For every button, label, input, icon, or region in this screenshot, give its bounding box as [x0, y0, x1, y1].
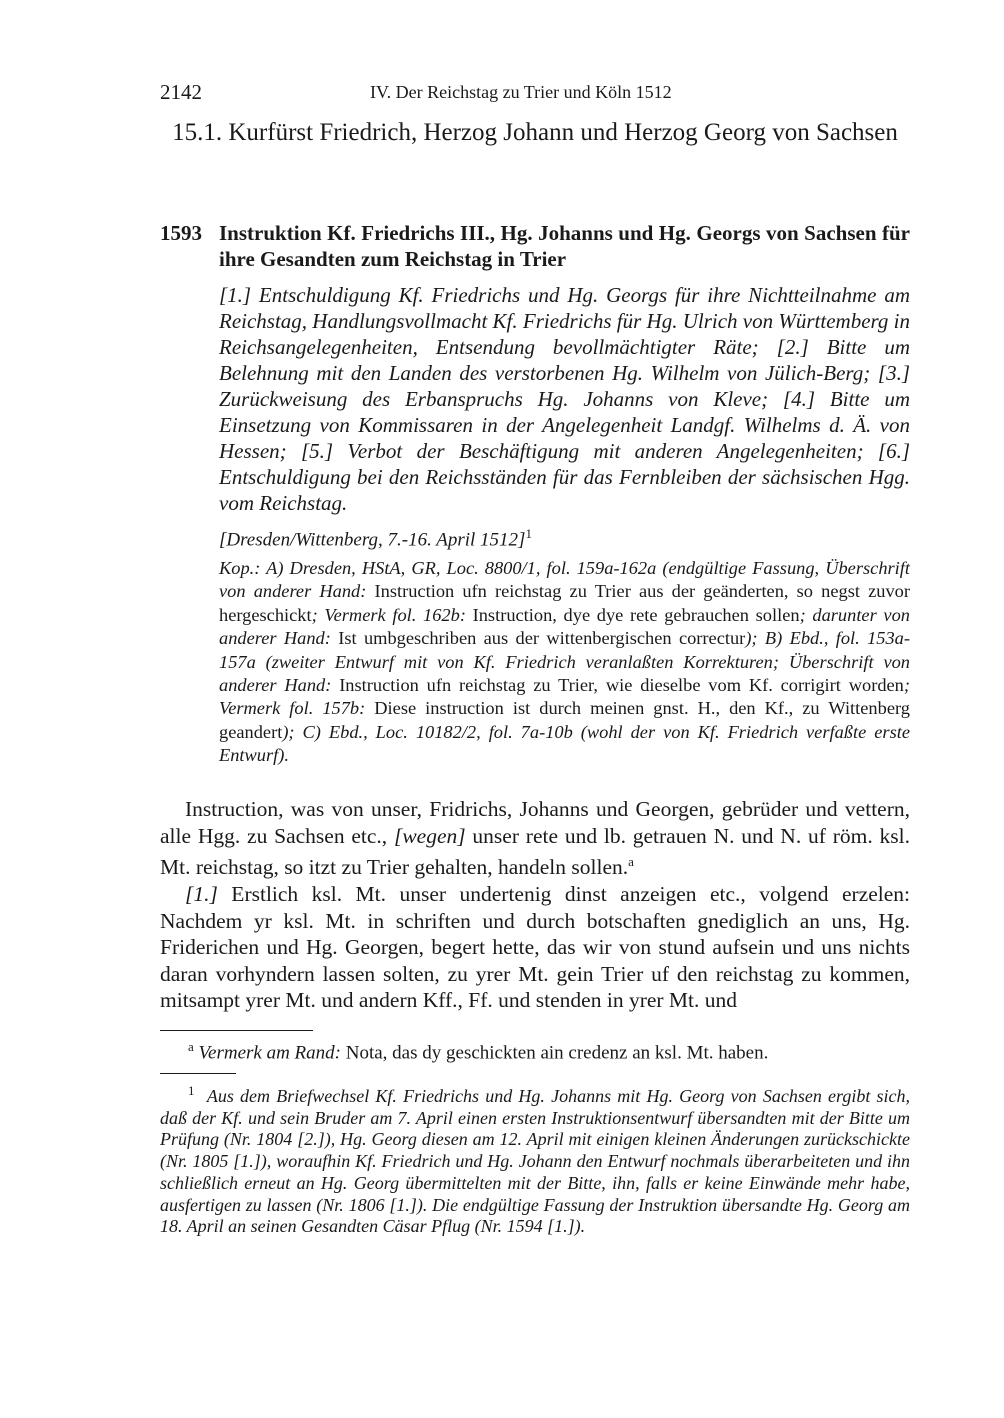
paragraph-text: unser rete und lb. getrauen N. und N. uf röm. ksl. Mt. reichstag, so itzt zu Trier gehalten, handeln sollen.: [160, 823, 910, 880]
footnote-reference-a: a: [628, 854, 634, 870]
paragraph-text: Erstlich ksl. Mt. unser undertenig dinst anzeigen etc., volgend erzelen: Nachdem yr ksl. Mt. in schriften und durch botschaften gnediglich an uns, Hg. Friderichen und Hg. Georgen, begert hette, das wir von stund aufsein und uns nichts daran vorhyndern lassen solten, zu yrer Mt. gein Trier uf den reichstag zu kommen, mitsampt yrer Mt. und andern Kff., Ff. und stenden in yrer Mt. und: [160, 881, 910, 1013]
footnote-divider: [160, 1030, 313, 1031]
source-segment: Instruction ufn reichstag zu Trier aus der geänderten, so negst zuvor hergeschickt: [219, 581, 910, 625]
document-abstract: [1.] Entschuldigung Kf. Friedrichs und Hg. Georgs für ihre Nichtteilnahme am Reichstag, Handlungsvollmacht Kf. Friedrichs für Hg. Ulrich von Württemberg in Reichsangelegenheiten, Entsendung bevollmächtigter Räte; [2.] Bitte um Belehnung mit den Landen des verstorbenen Hg. Wilhelm von Jülich-Berg; [3.] Zurückweisung des Erbanspruchs Hg. Johanns von Kleve; [4.] Bitte um Einsetzung von Kommissaren in der Angelegenheit Landgf. Wilhelms d. Ä. von Hessen; [5.] Verbot der Beschäftigung mit anderen Angelegenheiten; [6.] Entschuldigung bei den Reichsständen für das Fernbleiben der sächsischen Hgg. vom Reichstag.: [219, 283, 910, 515]
document-dating: [219, 522, 910, 552]
footnote-text: Nota, das dy geschickten ain credenz an ksl. Mt. haben.: [341, 1042, 769, 1064]
page-number: 2142: [160, 80, 202, 104]
source-notes: [219, 557, 910, 768]
source-segment: Ist umbgeschriben aus der wittenbergischen correctur: [338, 628, 746, 649]
paragraph-intro: [160, 796, 910, 881]
source-segment: ; Vermerk fol. 162b:: [311, 604, 473, 625]
source-segment: Diese instruction ist durch meinen gnst. H., den Kf., zu Wittenberg geandert: [219, 698, 910, 742]
dating-text: [Dresden/Wittenberg, 7.-16. April 1512]: [219, 529, 526, 551]
paragraph-1: [160, 881, 910, 1014]
footnote-text: Aus dem Briefwechsel Kf. Friedrichs und Hg. Johanns mit Hg. Georg von Sachsen ergibt sich, daß der Kf. und sein Bruder am 7. April einen ersten Instruktionsentwurf übersandten mit der Bitte um Prüfung (Nr. 1804 [2.]), Hg. Georg diesen am 12. April mit einigen kleinen Änderungen zurückschickte (Nr. 1805 [1.]), woraufhin Kf. Friedrich und Hg. Johann den Entwurf nochmals überarbeiteten und ihn schließlich erneut an Hg. Georg übermittelten mit der Bitte, ihn, falls er keine Einwände mehr habe, ausfertigen zu lassen (Nr. 1806 [1.]). Die endgültige Fassung der Instruktion übersandte Hg. Georg am 18. April an seinen Gesandten Cäsar Pflug (Nr. 1594 [1.]).: [160, 1086, 911, 1237]
footnote-a: [188, 1035, 910, 1065]
footnote-marker: a: [188, 1039, 194, 1054]
source-segment: ); C) Ebd., Loc. 10182/2, fol. 7a-10b (wohl der von Kf. Friedrich verfaßte erste Entwurf).: [219, 721, 910, 766]
section-title: 15.1. Kurfürst Friedrich, Herzog Johann und Herzog Georg von Sachsen: [172, 119, 898, 146]
footnote-marker: 1: [188, 1083, 195, 1098]
source-segment: ); B) Ebd., fol. 153a-157a (zweiter Entwurf mit von Kf. Friedrich veranlaßten Korrekturen; Überschrift von anderer Hand:: [219, 628, 911, 696]
footnote-label: Vermerk am Rand:: [198, 1042, 341, 1064]
document-heading: [160, 220, 910, 272]
footnote-paragraph: [160, 1080, 910, 1238]
paragraph-marker: [1.]: [185, 881, 218, 906]
source-segment: Instruction, dye dye rete gebrauchen sollen: [472, 604, 800, 625]
source-segment: Instruction ufn reichstag zu Trier, wie dieselbe vom Kf. corrigirt worden: [339, 675, 904, 696]
document-number: 1593: [160, 221, 202, 245]
footnote-divider: [160, 1073, 236, 1074]
source-segment: Kop.: A) Dresden, HStA, GR, Loc. 8800/1, fol. 159a-162a (endgültige Fassung, Überschrift von anderer Hand:: [219, 558, 910, 602]
page-header: [160, 80, 910, 108]
source-segment: ; Vermerk fol. 157b:: [219, 675, 910, 719]
footnote-1: [160, 1080, 910, 1238]
running-head: IV. Der Reichstag zu Trier und Köln 1512: [370, 82, 672, 102]
main-text: [160, 796, 910, 1014]
footnote-reference-1: 1: [525, 526, 532, 541]
document-title: Instruktion Kf. Friedrichs III., Hg. Johanns und Hg. Georgs von Sachsen für ihre Gesandten zum Reichstag in Trier: [219, 221, 910, 271]
editorial-insertion: [wegen]: [393, 823, 466, 848]
source-segment: ; darunter von anderer Hand:: [219, 604, 910, 649]
paragraph-text: Instruction, was von unser, Fridrichs, Johanns und Georgen, gebrüder und vettern, alle Hgg. zu Sachsen etc.,: [160, 797, 910, 848]
